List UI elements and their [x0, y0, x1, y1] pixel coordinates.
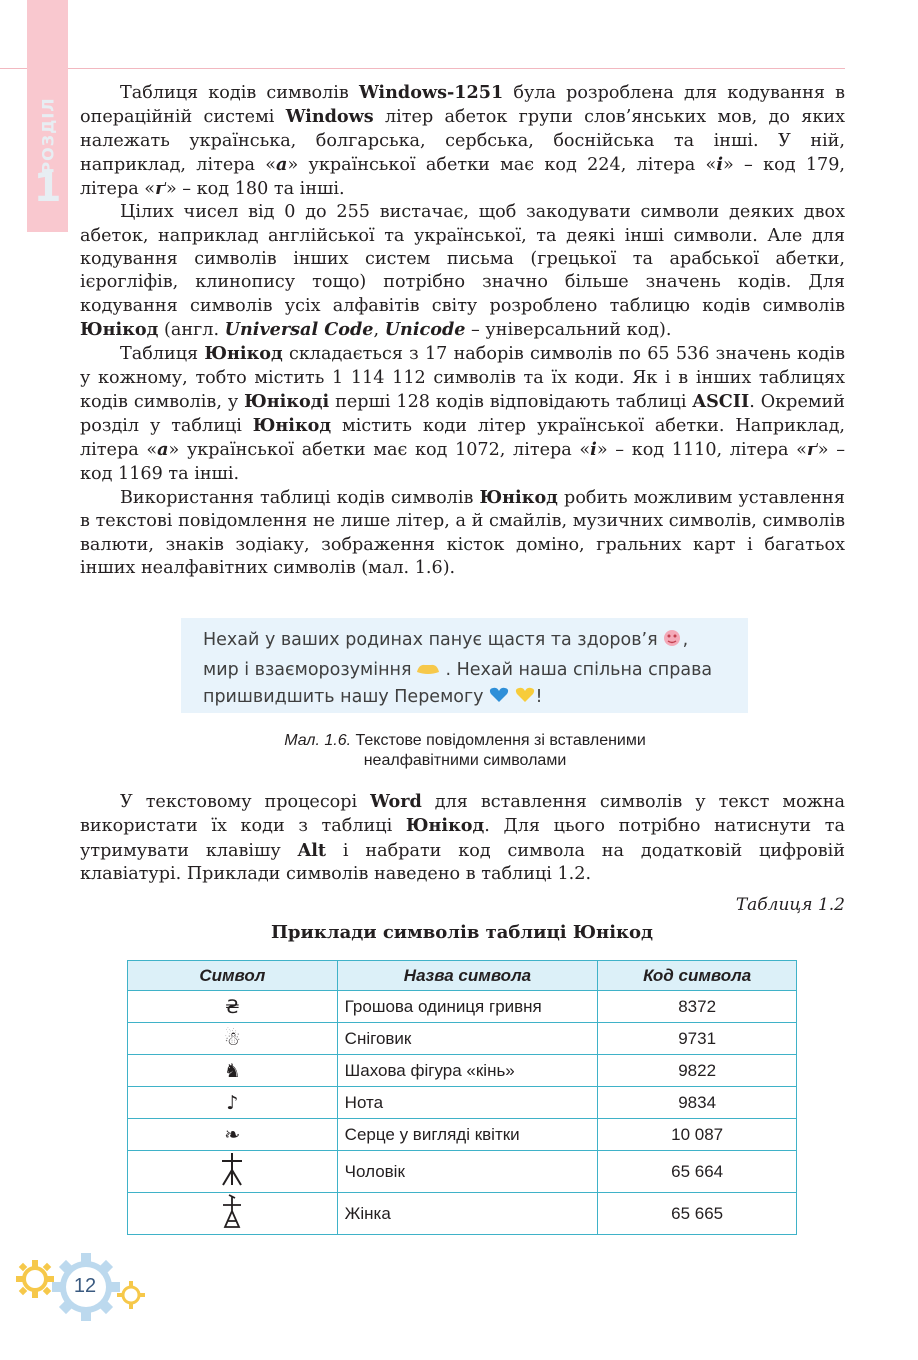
symbol-code: 65 665 [598, 1193, 797, 1235]
body-text-word [80, 790, 845, 886]
message-line-2: мир і взаєморозуміння . Нехай наша спільна справа [203, 660, 713, 680]
message-screenshot [181, 618, 748, 713]
message-line-1: Нехай у ваших родинах панує щастя та здоров’я , [203, 630, 689, 650]
table-row [128, 1055, 797, 1087]
paragraph-unicode-table: Таблиця Юнікод складається з 17 наборів символів по 65 536 значень кодів у кожному, тобто містить 1 114 112 символів та їх коди. Як і в інших таблицях кодів символів, у Юнікоді перші 128 кодів відповідають таблиці ASCII. Окремий розділ у таблиці Юнікод містить коди літер української абетки. Наприклад, літера «а» української абетки має код 1072, літера «і» – код 1110, літера «ґ» – код 1169 та інші. [80, 343, 846, 484]
paragraph-windows1251: Таблиця кодів символів Windows-1251 була розроблена для кодування в операційній системі Windows літер абеток групи слов’янських мов, до яких належать українська, болгарська, сербська, боснійська та інші. У ній, наприклад, літера «а» української абетки має код 224, літера «і» – код 179, літера «ґ» – код 180 та інші. [80, 82, 845, 200]
page-number: 12 [73, 1275, 97, 1297]
message-line-3: пришвидшить нашу Перемогу ! [203, 687, 543, 707]
table-row [128, 1023, 797, 1055]
symbol-code: 65 664 [598, 1151, 797, 1193]
table-row [128, 1151, 797, 1193]
symbol-name: Грошова одиниця гривня [337, 991, 598, 1023]
linear-b-man-icon [220, 1152, 244, 1186]
symbol-name: Чоловік [337, 1151, 598, 1193]
header-code: Код символа [598, 961, 797, 991]
symbol-name: Нота [337, 1087, 598, 1119]
heart-face-emoji-icon [661, 628, 683, 648]
linear-b-woman-icon [220, 1193, 244, 1229]
table-title: Приклади символів таблиці Юнікод [270, 922, 654, 943]
yellow-gear-icon [14, 1258, 56, 1300]
table-row [128, 1119, 797, 1151]
small-yellow-gear-icon [116, 1280, 146, 1310]
table-row [128, 991, 797, 1023]
paragraph-usage: Використання таблиці кодів символів Юнікод робить можливим уставлення в текстові повідомлення не лише літер, а й смайлів, музичних символів, символів валюти, знаків зодіаку, зображення кісток доміно, гральних карт і багатьох інших неалфавітних символів (мал. 1.6). [80, 487, 845, 578]
hands-emoji-icon [413, 658, 443, 678]
symbol-code: 9731 [598, 1023, 797, 1055]
symbol-code: 9834 [598, 1087, 797, 1119]
symbol-code: 9822 [598, 1055, 797, 1087]
chess-knight-icon: ♞ [128, 1055, 338, 1087]
floral-heart-icon: ❧ [128, 1119, 338, 1151]
man-glyph-icon [128, 1151, 338, 1193]
hryvnia-sign-icon: ₴ [128, 991, 338, 1023]
figure-caption: Мал. 1.6. Текстове повідомлення зі вставленими неалфавітними символами [284, 732, 646, 769]
symbol-name: Сніговик [337, 1023, 598, 1055]
unicode-table [127, 960, 797, 1235]
table-row [128, 1193, 797, 1235]
chapter-number: 1 [33, 165, 62, 211]
symbol-name: Серце у вигляді квітки [337, 1119, 598, 1151]
music-note-icon: ♪ [128, 1087, 338, 1119]
paragraph-integers: Цілих чисел від 0 до 255 вистачає, щоб закодувати символи деяких двох абеток, наприклад англійської та української, та деякі інші символи. Але для кодування символів інших систем письма (грецької та арабської абетки, ієрогліфів, клинопису тощо) потрібно значно більше значень кодів. Для кодування символів усіх алфавітів світу розроблено таблицю кодів символів Юнікод (англ. Universal Code, Unicode – універсальний код). [80, 202, 845, 340]
paragraph-word: У текстовому процесорі Word для вставлення символів у текст можна використати їх коди з таблиці Юнікод. Для цього потрібно натиснути та утримувати клавішу Alt і набрати код символа на додатковій цифровій клавіатурі. Приклади символів наведено в таблиці 1.2. [80, 791, 845, 884]
snowman-icon: ☃ [128, 1023, 338, 1055]
symbol-name: Жінка [337, 1193, 598, 1235]
header-name: Назва символа [337, 961, 598, 991]
body-text [80, 81, 845, 580]
blue-heart-icon [488, 686, 510, 704]
symbol-code: 10 087 [598, 1119, 797, 1151]
symbol-name: Шахова фігура «кінь» [337, 1055, 598, 1087]
symbol-code: 8372 [598, 991, 797, 1023]
top-rule [0, 68, 845, 69]
woman-glyph-icon [128, 1193, 338, 1235]
table-row [128, 1087, 797, 1119]
table-label: Таблиця 1.2 [735, 895, 845, 915]
yellow-heart-icon [514, 686, 536, 704]
chapter-label: РОЗДІЛ [38, 96, 58, 174]
table-header-row [128, 961, 797, 991]
header-symbol: Символ [128, 961, 338, 991]
